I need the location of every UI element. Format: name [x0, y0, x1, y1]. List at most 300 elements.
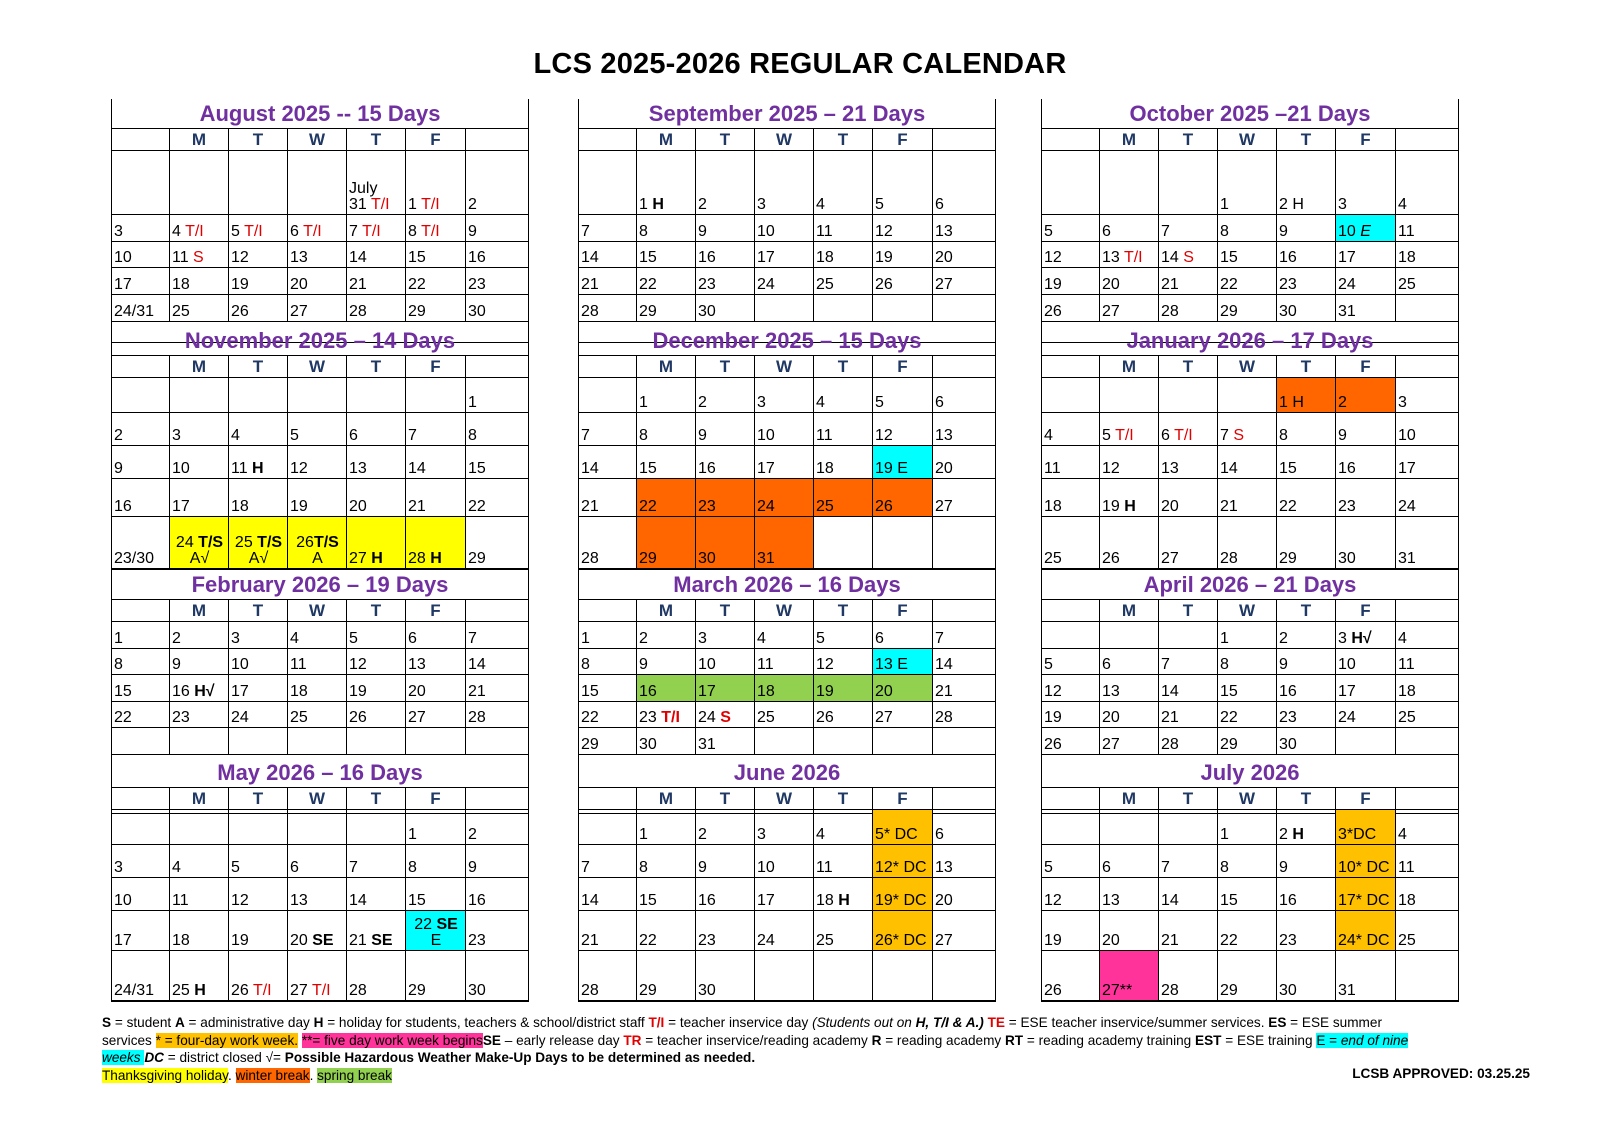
legend-text: = student — [111, 1015, 175, 1030]
legend-text: = teacher inservice day — [664, 1015, 813, 1030]
day-line — [1102, 657, 1157, 673]
day-cell — [1336, 215, 1396, 242]
day-line — [1398, 428, 1457, 444]
day-number: 8 — [408, 859, 417, 876]
day-cell — [1218, 413, 1277, 446]
weekday-header: F — [873, 600, 933, 622]
day-number: 1 — [1220, 630, 1229, 647]
day-line — [581, 250, 635, 266]
day-number: 25 — [1398, 276, 1416, 293]
day-number: 25 — [1398, 709, 1416, 726]
day-number: 16 — [1279, 683, 1297, 700]
month-grid — [112, 788, 528, 1000]
day-cell — [1218, 951, 1277, 1001]
day-cell — [755, 845, 814, 878]
day-cell — [1218, 911, 1277, 951]
day-number: 10 — [172, 460, 190, 477]
day-code: H — [647, 196, 664, 213]
day-cell — [755, 517, 814, 569]
day-cell — [579, 911, 637, 951]
weekday-header: T — [696, 788, 755, 810]
day-line — [349, 428, 404, 444]
day-number: 13 — [349, 460, 367, 477]
day-number: 27 — [349, 550, 367, 567]
day-cell — [170, 446, 229, 479]
day-number: 8 — [1220, 656, 1229, 673]
day-line — [1338, 684, 1394, 700]
day-number: 6 — [935, 826, 944, 843]
day-line — [816, 860, 871, 876]
day-line — [1161, 933, 1216, 949]
day-number: 28 — [581, 550, 599, 567]
day-line — [408, 197, 464, 213]
weekday-header: T — [229, 356, 288, 378]
day-number: 17 — [172, 498, 190, 515]
day-number: 4 — [172, 859, 181, 876]
day-number: 20 — [349, 498, 367, 515]
day-cell — [112, 728, 170, 755]
day-cell — [288, 268, 347, 295]
day-cell — [1159, 151, 1218, 215]
day-line — [1398, 657, 1457, 673]
day-number: 16 — [468, 892, 486, 909]
day-number: 18 — [172, 932, 190, 949]
day-cell — [933, 517, 995, 569]
day-code: T/I — [656, 709, 680, 726]
day-number: 29 — [1279, 550, 1297, 567]
day-cell — [637, 413, 696, 446]
day-line — [698, 710, 753, 726]
day-number: 3 — [757, 394, 766, 411]
day-cell — [1042, 295, 1100, 322]
day-cell — [755, 242, 814, 268]
legend-text: . — [227, 1067, 236, 1083]
day-number: 28 — [1161, 736, 1179, 753]
day-cell — [873, 622, 933, 649]
day-number: 6 — [1102, 223, 1111, 240]
day-code: T/I — [248, 982, 272, 999]
day-cell — [1396, 951, 1458, 1001]
day-cell — [1100, 517, 1159, 569]
day-cell — [637, 845, 696, 878]
day-line — [231, 304, 286, 320]
day-number: 25 — [172, 303, 190, 320]
month-title: May 2026 – 16 Days — [112, 758, 528, 788]
day-cell — [1218, 151, 1277, 215]
day-number: 17 — [698, 683, 716, 700]
day-line — [1161, 983, 1216, 999]
day-cell — [873, 242, 933, 268]
weekday-header: F — [406, 356, 466, 378]
day-line — [1102, 499, 1157, 515]
day-cell — [696, 810, 755, 845]
weekday-header: T — [229, 788, 288, 810]
day-number: 19 — [231, 276, 249, 293]
day-line — [1102, 304, 1157, 320]
day-cell — [814, 413, 873, 446]
day-line — [757, 499, 812, 515]
day-line — [290, 684, 345, 700]
day-cell — [637, 675, 696, 702]
day-number: 10 — [698, 656, 716, 673]
day-line — [816, 499, 871, 515]
day-line — [1102, 277, 1157, 293]
day-line — [468, 277, 527, 293]
day-cell — [466, 702, 528, 728]
day-line — [875, 657, 931, 673]
day-cell — [1396, 413, 1458, 446]
day-code: H — [833, 892, 850, 909]
day-number: 18 — [1398, 683, 1416, 700]
day-cell — [696, 446, 755, 479]
day-cell — [288, 378, 347, 413]
day-line — [468, 197, 527, 213]
day-cell — [579, 446, 637, 479]
day-number: 17 — [757, 460, 775, 477]
day-cell — [933, 215, 995, 242]
day-number: 23 — [468, 932, 486, 949]
day-line — [935, 197, 994, 213]
day-line — [172, 933, 227, 949]
weekday-header: T — [1159, 788, 1218, 810]
day-line — [468, 461, 527, 477]
day-number: 21 — [581, 498, 599, 515]
day-number: 22 — [1279, 498, 1297, 515]
day-cell — [112, 675, 170, 702]
weekday-header: W — [288, 356, 347, 378]
day-number: 11 — [1398, 656, 1415, 673]
day-line — [114, 684, 168, 700]
day-cell — [1042, 479, 1100, 517]
day-number: 10 — [757, 427, 775, 444]
day-number: 30 — [698, 303, 716, 320]
day-cell — [579, 268, 637, 295]
day-cell — [466, 622, 528, 649]
day-number: 7 — [1161, 656, 1170, 673]
day-line — [296, 535, 339, 551]
weekday-header: T — [814, 600, 873, 622]
day-note: July — [349, 180, 378, 197]
page-title: LCS 2025-2026 REGULAR CALENDAR — [533, 48, 1067, 80]
month-block — [578, 99, 996, 343]
day-number: 17 — [231, 683, 249, 700]
day-cell — [696, 649, 755, 675]
day-cell — [229, 728, 288, 755]
weekday-header: M — [170, 788, 229, 810]
day-line — [231, 983, 286, 999]
day-line — [1044, 499, 1098, 515]
day-cell — [1159, 622, 1218, 649]
day-number: 18 — [816, 460, 834, 477]
day-cell — [1277, 378, 1336, 413]
weekday-header: T — [814, 129, 873, 151]
day-line — [1338, 893, 1394, 909]
day-line — [290, 499, 345, 515]
day-cell — [873, 675, 933, 702]
day-number: 5 — [875, 196, 884, 213]
day-code: T/I — [1169, 427, 1193, 444]
day-line — [172, 224, 227, 240]
day-number: 2 H — [1279, 196, 1304, 213]
day-cell — [637, 295, 696, 322]
day-line — [114, 983, 168, 999]
day-line — [290, 277, 345, 293]
day-line — [1279, 933, 1334, 949]
day-number: 15 — [639, 892, 657, 909]
day-number: 17 — [1338, 683, 1356, 700]
weekday-header: M — [170, 600, 229, 622]
day-line — [1044, 657, 1098, 673]
weekday-header: T — [696, 129, 755, 151]
day-cell — [1042, 951, 1100, 1001]
day-line — [698, 499, 753, 515]
day-cell — [288, 413, 347, 446]
legend-text: (Students out on — [812, 1015, 916, 1030]
day-cell — [1336, 295, 1396, 322]
day-line — [581, 499, 635, 515]
day-line — [231, 860, 286, 876]
day-number: 3 — [1338, 196, 1347, 213]
day-line — [172, 499, 227, 515]
day-cell — [873, 517, 933, 569]
day-line — [468, 395, 527, 411]
day-cell — [1336, 951, 1396, 1001]
day-cell — [755, 268, 814, 295]
day-line — [1161, 893, 1216, 909]
day-cell — [347, 517, 406, 569]
day-code: T/I — [1110, 427, 1134, 444]
day-cell — [873, 810, 933, 845]
day-cell — [170, 215, 229, 242]
day-cell — [637, 728, 696, 755]
day-line — [231, 499, 286, 515]
weekday-header: T — [347, 356, 406, 378]
month-block — [578, 758, 996, 1002]
day-number: 8 — [468, 427, 477, 444]
legend-text: . — [309, 1067, 318, 1083]
day-number: 2 — [698, 394, 707, 411]
day-line — [875, 277, 931, 293]
day-number: 6 — [1161, 427, 1170, 444]
day-cell — [637, 446, 696, 479]
day-line — [172, 250, 227, 266]
legend-text: – early release day — [500, 1032, 624, 1048]
day-line — [114, 461, 168, 477]
day-line — [349, 933, 404, 949]
weekday-header: T — [696, 600, 755, 622]
day-cell — [288, 728, 347, 755]
day-number: 13 — [935, 859, 953, 876]
day-cell — [637, 268, 696, 295]
day-number: 29 — [639, 550, 657, 567]
day-line — [1279, 657, 1334, 673]
day-line — [349, 499, 404, 515]
day-cell — [1100, 413, 1159, 446]
day-cell — [347, 702, 406, 728]
day-number: 23 — [1279, 276, 1297, 293]
weekday-header — [1042, 129, 1100, 151]
legend-text: Thanksgiving holiday — [102, 1067, 228, 1083]
day-number: 31 — [1338, 303, 1356, 320]
day-number: 19* DC — [875, 892, 927, 909]
day-number: 4 — [1398, 826, 1407, 843]
day-cell — [1396, 845, 1458, 878]
day-cell — [347, 268, 406, 295]
day-cell — [1218, 517, 1277, 569]
day-cell — [229, 911, 288, 951]
day-cell — [755, 151, 814, 215]
day-cell — [579, 702, 637, 728]
weekday-header: T — [347, 788, 406, 810]
day-number: 17 — [757, 892, 775, 909]
month-block — [111, 326, 529, 570]
day-number: 29 — [1220, 736, 1238, 753]
weekday-header: T — [814, 356, 873, 378]
day-cell — [1396, 911, 1458, 951]
day-cell — [1336, 702, 1396, 728]
day-cell — [1396, 649, 1458, 675]
day-cell — [112, 845, 170, 878]
day-cell — [1218, 878, 1277, 911]
day-line — [408, 428, 464, 444]
day-number: 3 — [172, 427, 181, 444]
day-number: 7 — [408, 427, 417, 444]
day-cell — [112, 810, 170, 845]
day-cell — [1042, 517, 1100, 569]
day-line — [875, 860, 931, 876]
day-cell — [1100, 810, 1159, 845]
month-title: January 2026 – 17 Days — [1042, 326, 1458, 356]
day-cell — [347, 622, 406, 649]
day-number: 22 — [1220, 709, 1238, 726]
day-line — [290, 224, 345, 240]
day-cell — [637, 517, 696, 569]
day-number: 18 — [816, 249, 834, 266]
day-cell — [288, 810, 347, 845]
day-cell — [1396, 622, 1458, 649]
day-line — [935, 499, 994, 515]
day-line — [1044, 224, 1098, 240]
day-code: H√ — [1346, 630, 1372, 647]
day-cell — [288, 878, 347, 911]
day-number: 31 — [349, 196, 367, 213]
day-cell — [1159, 878, 1218, 911]
day-cell — [933, 295, 995, 322]
legend-text: = ESE summer — [1286, 1015, 1382, 1030]
weekday-header: T — [1277, 788, 1336, 810]
day-cell — [696, 845, 755, 878]
day-line — [757, 893, 812, 909]
legend-text: **= five day work week begins — [301, 1032, 483, 1048]
day-cell — [170, 649, 229, 675]
day-line — [757, 551, 812, 567]
day-cell — [406, 810, 466, 845]
day-cell — [229, 675, 288, 702]
weekday-header — [1042, 600, 1100, 622]
day-line — [1102, 737, 1157, 753]
weekday-header — [933, 129, 995, 151]
day-cell — [406, 649, 466, 675]
day-cell — [637, 911, 696, 951]
day-number: 16 — [698, 892, 716, 909]
day-number: 8 — [581, 656, 590, 673]
day-cell — [1396, 446, 1458, 479]
day-cell — [1336, 728, 1396, 755]
day-cell — [1042, 446, 1100, 479]
weekday-header: T — [229, 600, 288, 622]
day-cell — [1218, 702, 1277, 728]
day-cell — [873, 215, 933, 242]
day-line — [1044, 428, 1098, 444]
day-number: 17 — [1338, 249, 1356, 266]
day-number: 8 — [408, 223, 417, 240]
day-line — [114, 428, 168, 444]
day-number: 6 — [290, 859, 299, 876]
day-number: 4 — [816, 196, 825, 213]
day-cell — [814, 378, 873, 413]
day-cell — [814, 622, 873, 649]
day-cell — [814, 268, 873, 295]
day-cell — [637, 878, 696, 911]
day-line — [468, 893, 527, 909]
day-cell — [1100, 702, 1159, 728]
weekday-header — [112, 788, 170, 810]
day-cell — [755, 622, 814, 649]
day-cell — [755, 295, 814, 322]
day-line — [1102, 224, 1157, 240]
day-number: 21 — [1161, 276, 1179, 293]
day-line — [639, 551, 694, 567]
day-line — [1220, 631, 1275, 647]
day-number: 12 — [1044, 892, 1062, 909]
day-number: 6 — [290, 223, 299, 240]
day-number: 30 — [468, 303, 486, 320]
day-cell — [933, 728, 995, 755]
day-cell — [112, 242, 170, 268]
day-line — [698, 461, 753, 477]
day-number: 6 — [1102, 656, 1111, 673]
day-number: 30 — [1338, 550, 1356, 567]
day-cell — [696, 268, 755, 295]
day-line — [1044, 933, 1098, 949]
day-number: 29 — [468, 550, 486, 567]
day-line — [1102, 250, 1157, 266]
day-line — [1161, 860, 1216, 876]
day-line — [757, 933, 812, 949]
day-number: 31 — [698, 736, 716, 753]
day-number: 30 — [639, 736, 657, 753]
day-line — [114, 631, 168, 647]
day-line — [349, 277, 404, 293]
day-code: T/I — [307, 982, 331, 999]
day-line — [935, 657, 994, 673]
day-number: 22 — [408, 276, 426, 293]
day-cell — [288, 675, 347, 702]
day-number: 26 — [1044, 303, 1062, 320]
day-number: 1 — [468, 394, 477, 411]
day-line — [698, 933, 753, 949]
weekday-header: M — [1100, 788, 1159, 810]
weekday-header: F — [1336, 600, 1396, 622]
day-number: 20 — [1161, 498, 1179, 515]
day-line — [1279, 250, 1334, 266]
day-code: H — [425, 550, 442, 567]
day-cell — [637, 151, 696, 215]
day-line — [698, 657, 753, 673]
day-number: 3 — [757, 826, 766, 843]
day-number: 1 — [639, 394, 648, 411]
legend-text: EST — [1195, 1032, 1222, 1048]
